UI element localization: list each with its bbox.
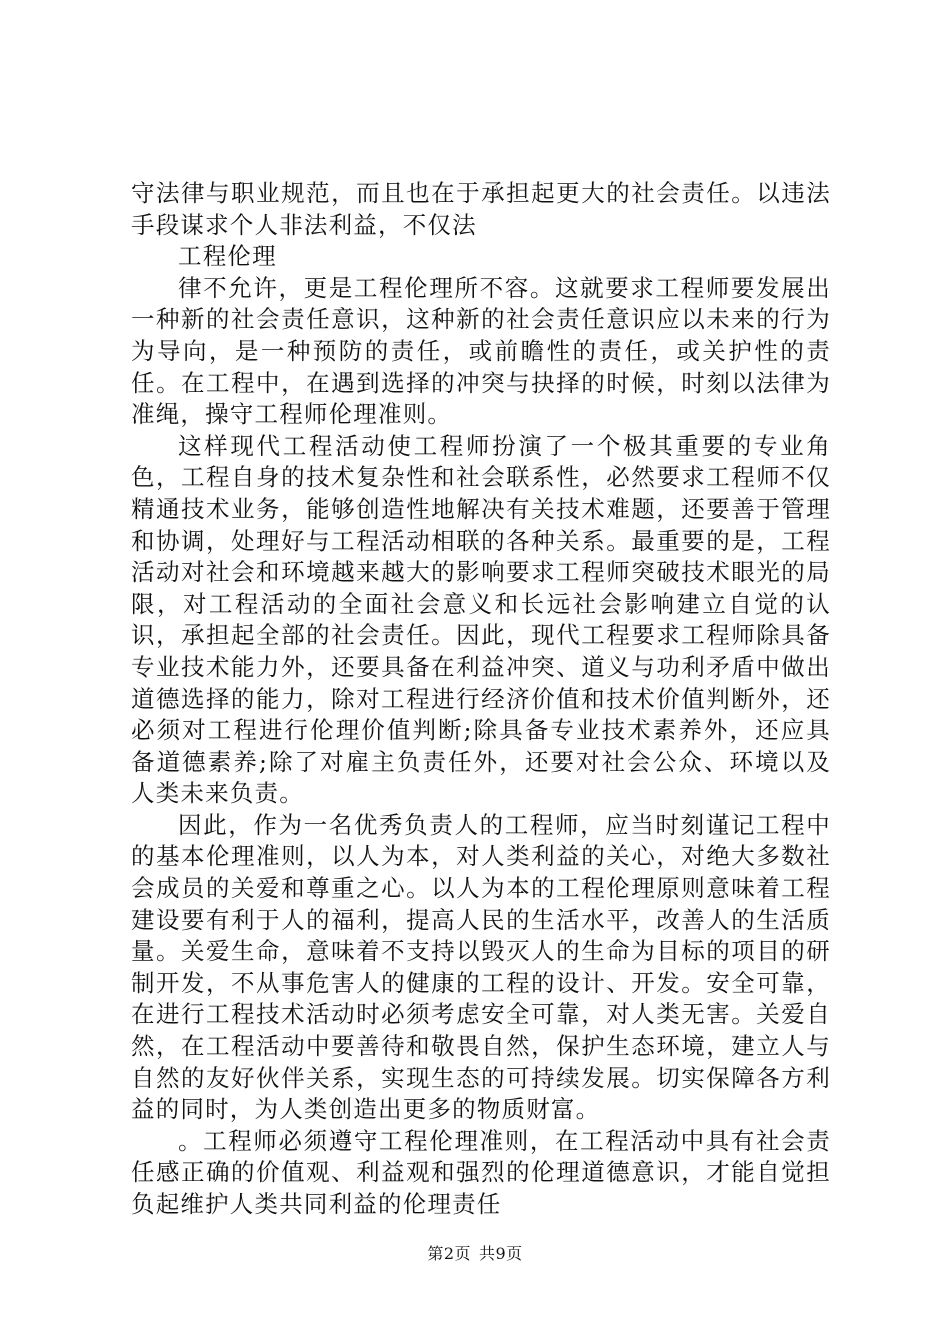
paragraph: 这样现代工程活动使工程师扮演了一个极其重要的专业角色，工程自身的技术复杂性和社会联系性，必然要求工程师不仅精通技术业务，能够创造性地解决有关技术难题，还要善于管理和协调，处理好与工程活动相联的各种关系。最重要的是，工程活动对社会和环境越来越大的影响要求工程师突破技术眼光的局限，对工程活动的全面社会意义和长远社会影响建立自觉的认识，承担起全部的社会责任。因此，现代工程要求工程师除具备专业技术能力外，还要具备在利益冲突、道义与功利矛盾中做出道德选择的能力，除对工程进行经济价值和技术价值判断外，还必须对工程进行伦理价值判断;除具备专业技术素养外，还应具备道德素养;除了对雇主负责任外，还要对社会公众、环境以及人类未来负责。 [131, 431, 831, 808]
page-number: 第2页 [427, 1244, 471, 1263]
page-total: 共9页 [479, 1244, 523, 1263]
paragraph: 因此，作为一名优秀负责人的工程师，应当时刻谨记工程中的基本伦理准则，以人为本，对人类利益的关心，对绝大多数社会成员的关爱和尊重之心。以人为本的工程伦理原则意味着工程建设要有利于人的福利，提高人民的生活水平，改善人的生活质量。关爱生命，意味着不支持以毁灭人的生命为目标的项目的研制开发，不从事危害人的健康的工程的设计、开发。安全可靠，在进行工程技术活动时必须考虑安全可靠，对人类无害。关爱自然，在工程活动中要善待和敬畏自然，保护生态环境，建立人与自然的友好伙伴关系，实现生态的可持续发展。切实保障各方利益的同时，为人类创造出更多的物质财富。 [131, 810, 831, 1124]
page-footer [0, 1244, 950, 1264]
paragraph-continuation: 守法律与职业规范，而且也在于承担起更大的社会责任。以违法手段谋求个人非法利益，不仅法 [131, 179, 831, 239]
paragraph: 律不允许，更是工程伦理所不容。这就要求工程师要发展出一种新的社会责任意识，这种新的社会责任意识应以未来的行为为导向，是一种预防的责任，或前瞻性的责任，或关护性的责任。在工程中，在遇到选择的冲突与抉择的时候，时刻以法律为准绳，操守工程师伦理准则。 [131, 273, 831, 429]
paragraph: 。工程师必须遵守工程伦理准则，在工程活动中具有社会责任感正确的价值观、利益观和强烈的伦理道德意识，才能自觉担负起维护人类共同利益的伦理责任 [131, 1126, 831, 1218]
section-heading: 工程伦理 [178, 242, 277, 271]
document-body [131, 178, 831, 1221]
